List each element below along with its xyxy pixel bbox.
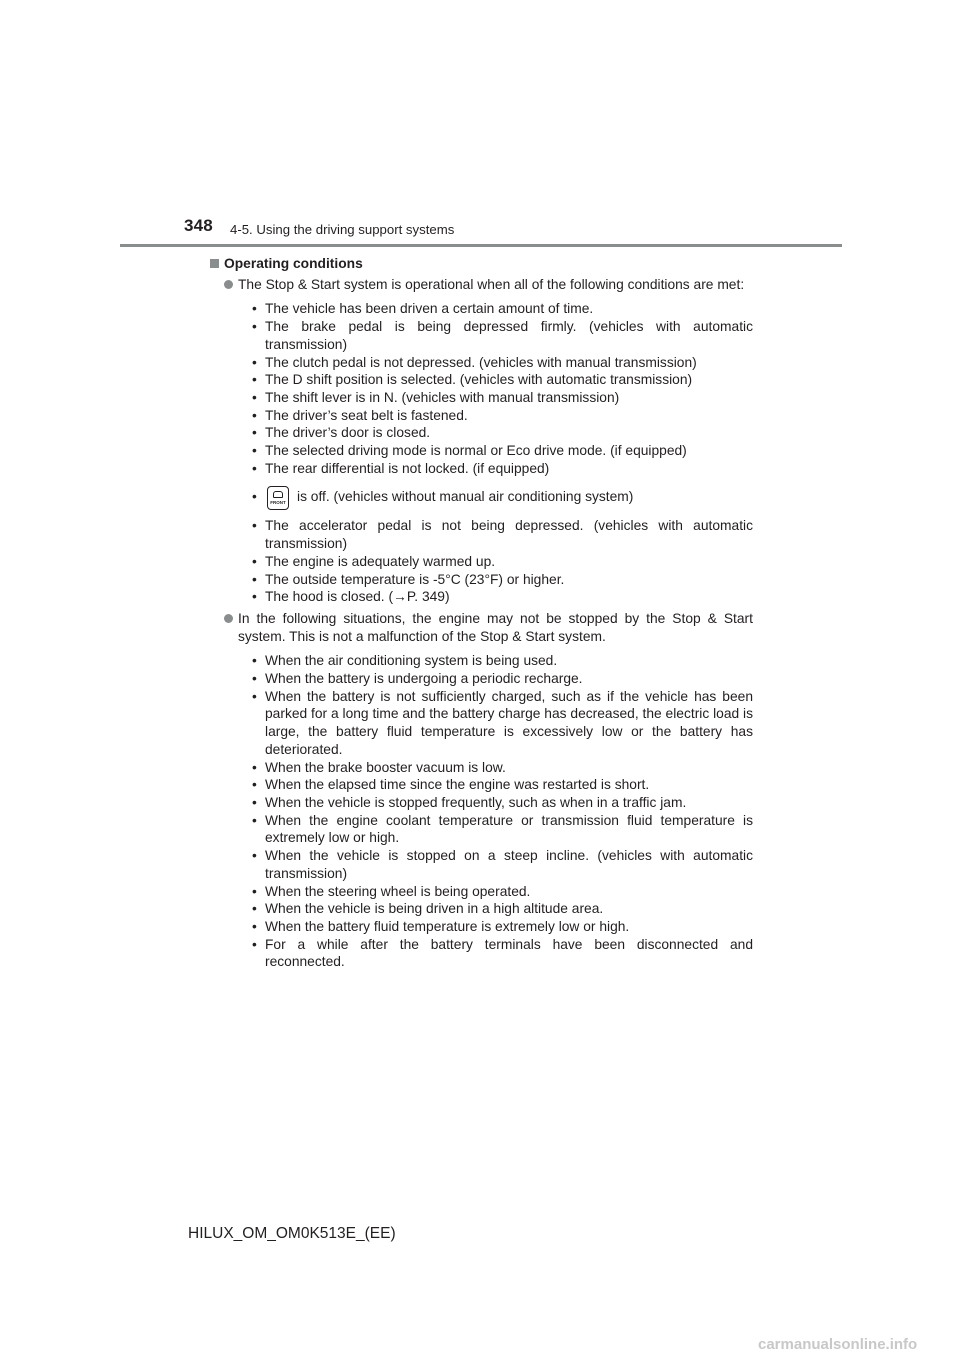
- list-item: • For a while after the battery terminals have been disconnected and reconnected.: [252, 936, 753, 970]
- list-item: • The vehicle has been driven a certain amount of time.: [252, 301, 594, 317]
- list-item: • The driver’s door is closed.: [252, 425, 431, 441]
- paragraph-text: The Stop & Start system is operational when all of the following conditions are met:: [238, 276, 745, 292]
- list-item: • When the engine coolant temperature or transmission fluid temperature is extremely low or high.: [252, 812, 753, 846]
- list-item: • The accelerator pedal is not being depressed. (vehicles with automatic transmission): [252, 518, 753, 552]
- list-item: • When the battery is undergoing a periodic recharge.: [252, 671, 583, 687]
- situation-list: [208, 652, 753, 971]
- watermark: carmanualsonline.info: [758, 1336, 918, 1353]
- list-item: • The selected driving mode is normal or Eco drive mode. (if equipped): [252, 443, 687, 459]
- list-item: • The driver’s seat belt is fastened.: [252, 407, 468, 423]
- list-item: • When the vehicle is stopped frequently, such as when in a traffic jam.: [252, 794, 687, 810]
- paragraph-text: In the following situations, the engine may not be stopped by the Stop & Start system. This is not a malfunction of the Stop & Start system.: [238, 610, 753, 644]
- square-bullet-icon: [210, 259, 219, 268]
- circle-bullet-icon: [224, 614, 233, 623]
- list-item: • The rear differential is not locked. (if equipped): [252, 460, 550, 476]
- list-item: • When the brake booster vacuum is low.: [252, 759, 506, 775]
- paragraph-engine-not-stopped: [208, 610, 753, 645]
- list-item: • When the battery is not sufficiently charged, such as if the vehicle has been parked for a long time and the battery charge has decreased, the electric load is large, the battery fluid temperature is excessively low or the battery has deteriorated.: [252, 688, 753, 757]
- list-item: • When the vehicle is being driven in a high altitude area.: [252, 901, 604, 917]
- list-item-front-defogger: • FRONT is off. (vehicles without manual air conditioning system): [252, 483, 753, 511]
- section-title: 4-5. Using the driving support systems: [230, 222, 455, 237]
- list-item: • The brake pedal is being depressed firmly. (vehicles with automatic transmission): [252, 319, 753, 352]
- header-rule: [120, 244, 842, 247]
- section-heading: [208, 255, 753, 273]
- paragraph-operational-conditions: [208, 276, 753, 294]
- front-defogger-icon: FRONT: [267, 486, 289, 510]
- list-item: • The hood is closed. (→P. 349): [252, 589, 450, 605]
- list-item: • The clutch pedal is not depressed. (vehicles with manual transmission): [252, 354, 697, 370]
- list-item: • The outside temperature is -5°C (23°F) or higher.: [252, 571, 565, 587]
- page-content: [208, 255, 753, 975]
- circle-bullet-icon: [224, 280, 233, 289]
- list-item: • When the air conditioning system is being used.: [252, 653, 558, 669]
- condition-list: [208, 300, 753, 606]
- list-item: • When the steering wheel is being operated.: [252, 883, 531, 899]
- list-item: • When the vehicle is stopped on a steep incline. (vehicles with automatic transmission): [252, 848, 753, 881]
- list-item: • When the elapsed time since the engine was restarted is short.: [252, 777, 650, 793]
- document-code: HILUX_OM_OM0K513E_(EE): [188, 1225, 396, 1242]
- list-item: • The engine is adequately warmed up.: [252, 553, 496, 569]
- list-item: • When the battery fluid temperature is extremely low or high.: [252, 918, 630, 934]
- list-item: • The shift lever is in N. (vehicles with manual transmission): [252, 389, 620, 405]
- list-item: • The D shift position is selected. (vehicles with automatic transmission): [252, 372, 693, 388]
- heading-text: Operating conditions: [224, 256, 363, 271]
- page-number: 348: [184, 216, 213, 235]
